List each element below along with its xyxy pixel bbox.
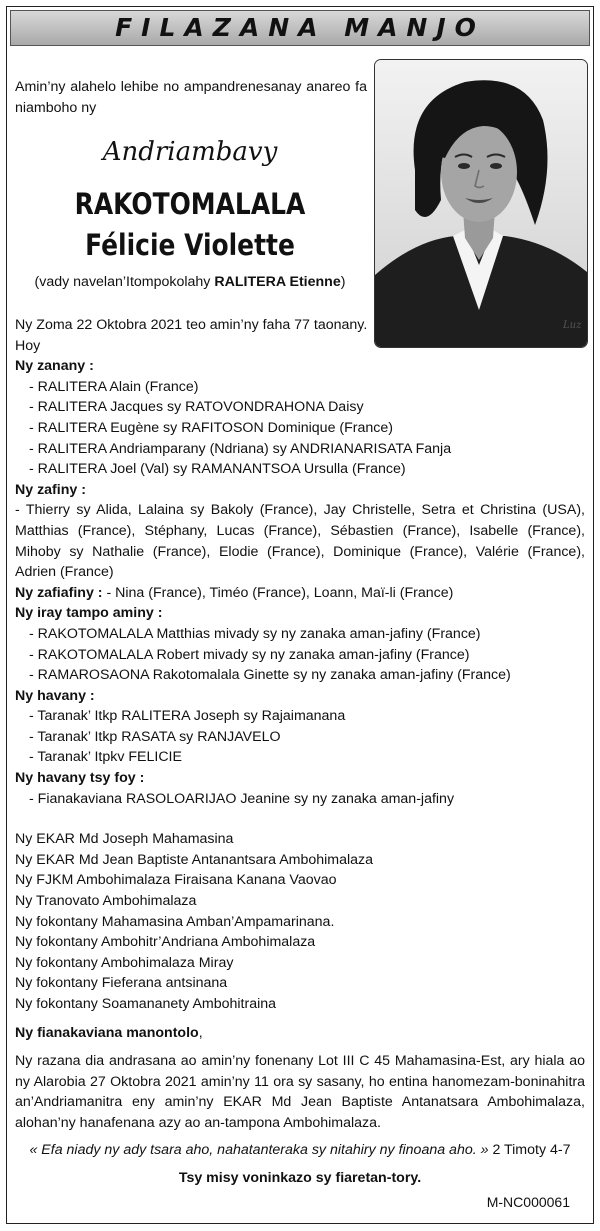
child-item: - RALITERA Alain (France) <box>29 378 199 395</box>
spouse-line: (vady navelan’Itompokolahy RALITERA Etienne) <box>34 274 346 290</box>
great-grandchildren-text: - Nina (France), Timéo (France), Loann, Maï-li (France) <box>102 584 454 601</box>
child-item: - RALITERA Andriamparany (Ndriana) sy ANDRIANARISATA Fanja <box>29 440 452 457</box>
family-label: Ny fianakaviana manontolo <box>15 1024 199 1041</box>
organization-item: Ny fokontany Mahamasina Amban’Ampamarinana. <box>15 913 335 930</box>
relatives-list <box>15 706 585 768</box>
organization-item: Ny Tranovato Ambohimalaza <box>15 893 197 910</box>
portrait-photo <box>374 59 588 348</box>
organization-item: Ny fokontany Ambohitr’Andriana Ambohimalaza <box>15 934 316 951</box>
bible-quote <box>15 1140 585 1161</box>
sibling-item: - RAKOTOMALALA Matthias mivady sy ny zanaka aman-jafiny (France) <box>29 625 481 642</box>
great-grandchildren-label: Ny zafiafiny : <box>15 584 103 601</box>
organizations-list <box>15 829 585 1014</box>
intro-text: Amin’ny alahelo lehibe no ampandrenesanay anareo fa niamboho ny <box>15 79 367 116</box>
funeral-text: Ny razana dia andrasana ao amin’ny fonenany Lot III C 45 Mahamasina-Est, ary hiala ao ny Alarobia 27 Oktobra 2021 amin’ny 11 ora sy sasany, ho entina hanomezam-boninahitra an’Andriamanitra eny amin’ny EKAR Md Jean Baptiste Antanatsara Ambohimalaza, alohan’ny hanafenana azy ao an-tampona Ambohimalaza. <box>15 1053 585 1131</box>
close-relatives-list <box>15 789 585 810</box>
sibling-item: - RAMAROSAONA Rakotomalala Ginette sy ny zanaka aman-jafiny (France) <box>29 667 511 684</box>
close-relative-item: - Fianakaviana RASOLOARIJAO Jeanine sy ny zanaka aman-jafiny <box>29 790 455 807</box>
organization-item: Ny EKAR Md Jean Baptiste Antanantsara Ambohimalaza <box>15 851 374 868</box>
child-item: - RALITERA Eugène sy RAFITOSON Dominique (France) <box>29 419 394 436</box>
portrait-illustration <box>375 60 587 347</box>
organization-item: Ny fokontany Soamananety Ambohitraina <box>15 996 277 1012</box>
grandchildren-text: - Thierry sy Alida, Lalaina sy Bakoly (France), Jay Christelle, Setra et Christina (USA), Matthias (France), Stéphany, Lucas (France), Sébastien (France), Isabelle (France), Mihoby sy Nathalie (France), Elodie (France), Dominique (France), Valérie (France), Adrien (France) <box>15 502 585 581</box>
honorific: Andriambavy <box>102 137 278 167</box>
children-list <box>15 377 585 480</box>
close-relatives-label: Ny havany tsy foy : <box>15 770 145 787</box>
child-item: - RALITERA Joel (Val) sy RAMANANTSOA Ursulla (France) <box>29 461 406 478</box>
relative-item: - Taranak’ Itkp RASATA sy RANJAVELO <box>29 728 281 745</box>
organization-item: Ny FJKM Ambohimalaza Firaisana Kanana Vaovao <box>15 872 337 889</box>
spouse-name: RALITERA Etienne <box>214 274 341 290</box>
quote-reference: 2 Timoty 4-7 <box>488 1141 571 1158</box>
children-label: Ny zanany : <box>15 358 94 375</box>
child-item: - RALITERA Jacques sy RATOVONDRAHONA Daisy <box>29 399 364 416</box>
deceased-surname: RAKOTOMALALA <box>74 187 306 221</box>
header-title: FILAZANA MANJO <box>115 13 485 42</box>
reference-code: M-NC000061 <box>486 1194 570 1210</box>
grandchildren-label: Ny zafiny : <box>15 481 86 498</box>
relative-item: - Taranak’ Itkp RALITERA Joseph sy Rajaimanana <box>29 708 346 725</box>
organization-item: Ny fokontany Fieferana antsinana <box>15 975 228 992</box>
organization-item: Ny fokontany Ambohimalaza Miray <box>15 954 234 971</box>
closing-note: Tsy misy voninkazo sy fiaretan-tory. <box>178 1170 422 1187</box>
relative-item: - Taranak’ Itpkv FELICIE <box>29 749 182 766</box>
notice-body: Ny Zoma 22 Oktobra 2021 teo amin’ny faha 77 taonany. Hoy Ny zanany : - RALITERA Alain (France) - RALITERA Jacques sy RATOVONDRAHONA Daisy - RALITERA Eugène sy RAFITOSON Dominique (France) - RALITERA Andriamparany (Ndriana) sy ANDRIANARISATA Fanja - RALITERA Joel (Val) sy RAMANANTSOA Ursulla (France) Ny zafiny : - Thierry sy Alida, Lalaina sy Bakoly (France), Jay Christelle, Setra et Christina (USA), Matthias (France), Stéphany, Lucas (France), Sébastien (France), Isabelle (France), Mihoby sy Nathalie (France), Elodie (France), Dominique (France), Valérie (France), Adrien (France) Ny zafiafiny : - Nina (France), Timéo (France), Loann, Maï-li (France) Ny iray tampo aminy : - RAKOTOMALALA Matthias mivady sy ny zanaka aman-jafiny (France) - RAKOTOMALALA Robert mivady sy ny zanaka aman-jafiny (France) - RAMAROSAONA Rakotomalala Ginette sy ny zanaka aman-jafiny (France) Ny havany : - Taranak’ Itkp RALITERA Joseph sy Rajaimanana - Taranak’ Itkp RASATA sy RANJAVELO - Taranak’ Itpkv FELICIE Ny havany tsy foy : - Fianakaviana RASOLOARIJAO Jeanine sy ny zanaka aman-jafiny Ny EKAR Md Joseph Mahamasina Ny EKAR Md Jean Baptiste Antanantsara Ambohimalaza Ny FJKM Ambohimalaza Firaisana Kanana Vaovao Ny Tranovato Ambohimalaza Ny fokontany Mahamasina Amban’Ampamarinana. Ny fokontany Ambohitr’Andriana Ambohimalaza Ny fokontany Ambohimalaza Miray Ny fokontany Fieferana antsinana Ny fokontany Soamananety Ambohitraina Ny fianakaviana manontolo, Ny razana dia andrasana ao amin’ny fonenany Lot III C 45 Mahamasina-Est, ary hiala ao ny Alarobia 27 Oktobra 2021 amin’ny 11 ora sy sasany, ho entina hanomezam-boninahitra an’Andriamanitra eny amin’ny EKAR Md Jean Baptiste Antanatsara Ambohimalaza, alohan’ny hanafenana azy ao an-tampona Ambohimalaza. « Efa niady ny ady tsara aho, nahatanteraka sy nitahiry ny finoana aho. » 2 Timoty 4-7 Tsy misy voninkazo sy fiaretan-tory. <box>15 315 585 1189</box>
siblings-label: Ny iray tampo aminy : <box>15 605 163 622</box>
deceased-given-names: Félicie Violette <box>85 228 295 262</box>
organization-item: Ny EKAR Md Joseph Mahamasina <box>15 831 234 848</box>
photo-signature: Luz <box>563 320 582 331</box>
relatives-label: Ny havany : <box>15 687 95 704</box>
death-line: Ny Zoma 22 Oktobra 2021 teo amin’ny faha 77 taonany. <box>15 317 368 333</box>
notice-header <box>10 10 590 46</box>
sibling-item: - RAKOTOMALALA Robert mivady sy ny zanaka aman-jafiny (France) <box>29 646 470 663</box>
hoy-line: Hoy <box>15 337 41 354</box>
quote-text: « Efa niady ny ady tsara aho, nahatanteraka sy nitahiry ny finoana aho. » <box>29 1141 489 1158</box>
siblings-list <box>15 624 585 686</box>
